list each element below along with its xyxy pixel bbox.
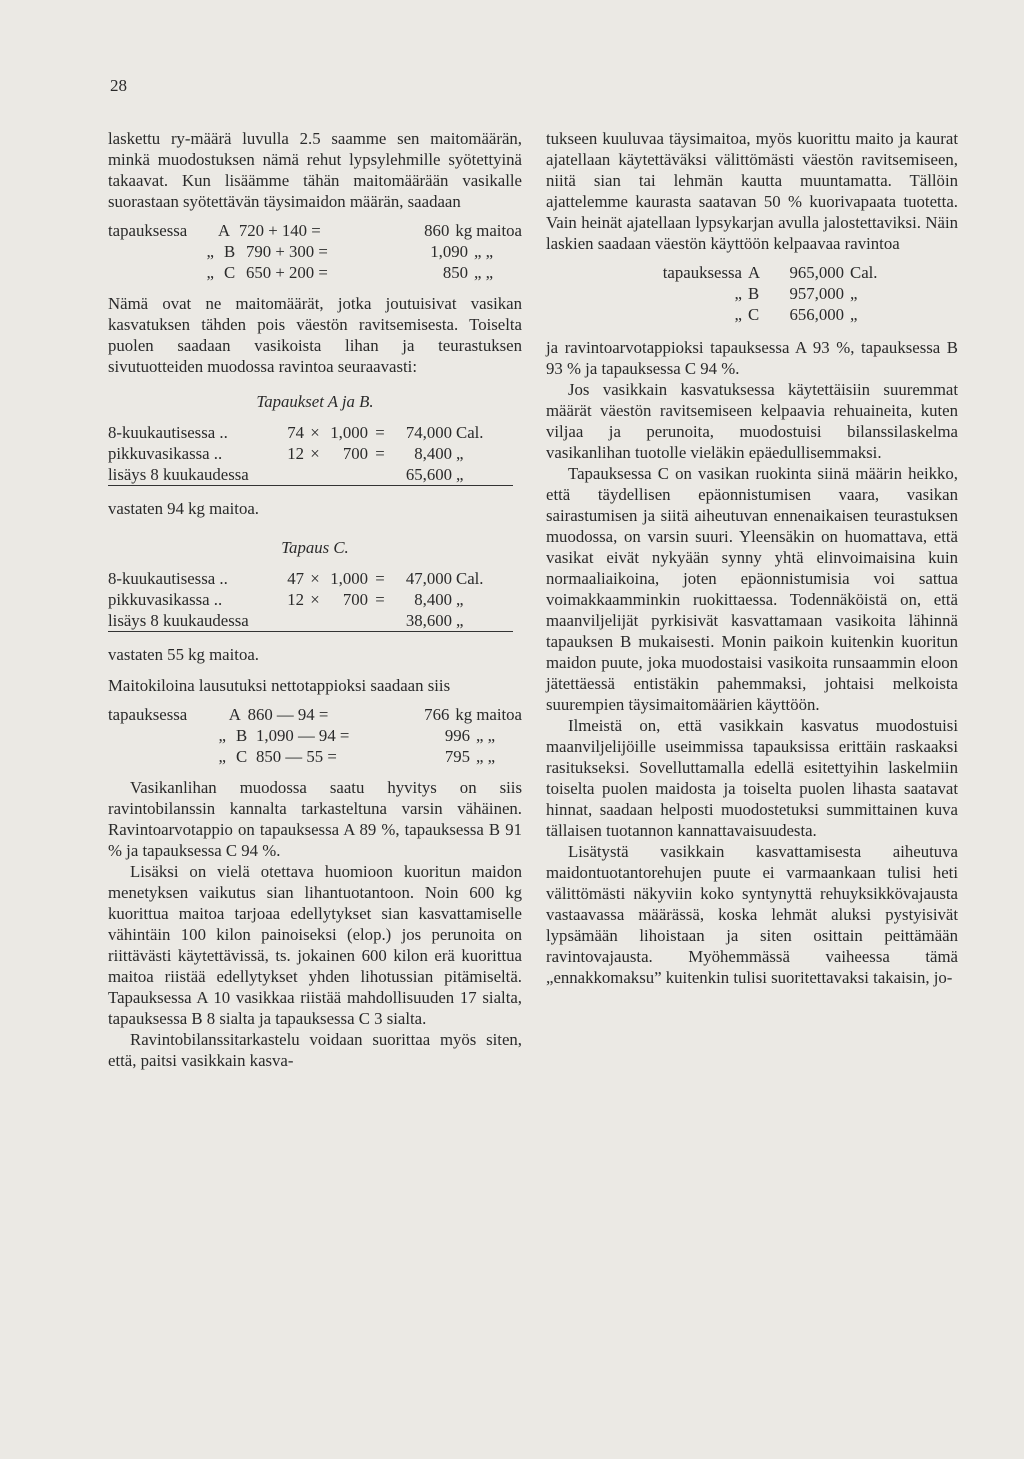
- table-cell: 8-kuukautisessa ..: [108, 423, 228, 442]
- table-cell: [304, 610, 326, 632]
- milk-calculation: [108, 220, 522, 283]
- calc-lead: „: [206, 263, 214, 282]
- paragraph: Vasikanlihan muodossa saatu hyvitys on siis ravintobilanssin kannalta tarkasteltuna varsin vähäinen. Ravintoarvotappio on tapauksessa A 89 %, tapauksessa B 91 % ja tapauksessa C 94 %.: [108, 778, 522, 860]
- table-cell: [368, 464, 392, 486]
- table-cell: 8,400: [414, 590, 452, 609]
- left-column: [108, 128, 522, 1071]
- table-cell: „: [456, 590, 464, 609]
- table-result: vastaten 94 kg maitoa.: [108, 499, 259, 518]
- table-result: vastaten 55 kg maitoa.: [108, 645, 259, 664]
- table-cell: ×: [310, 423, 320, 442]
- table-cell: [278, 464, 304, 486]
- calc-row: [108, 220, 522, 241]
- calc-unit: Cal.: [850, 263, 878, 282]
- calc-label: C: [236, 747, 248, 766]
- table-cell: ×: [310, 569, 320, 588]
- table-cell: „: [452, 610, 513, 632]
- calc-row: [108, 704, 522, 725]
- paragraph: Ravintobilanssitarkastelu voidaan suorittaa myös siten, että, paitsi vasikkain kasva-: [108, 1030, 522, 1070]
- calc-label: C: [748, 305, 760, 324]
- calc-unit: „ „: [474, 242, 494, 261]
- calc-label: B: [224, 242, 236, 261]
- table-cell: „: [452, 464, 513, 486]
- table-row: [108, 632, 513, 666]
- table-row: [108, 422, 513, 443]
- page-number: 28: [110, 76, 127, 95]
- table-cell: 1,000: [330, 423, 368, 442]
- calc-row: [108, 746, 522, 767]
- calorie-table-c: [108, 568, 513, 665]
- calc-row: [546, 283, 958, 304]
- calc-result: 656,000: [789, 305, 844, 324]
- table-row: [108, 443, 513, 464]
- calc-unit: „: [850, 284, 858, 303]
- calc-unit: „ „: [476, 747, 496, 766]
- calc-label: A: [748, 263, 761, 282]
- paragraph: laskettu ry-määrä luvulla 2.5 saamme sen maitomäärän, minkä muodostuksen nämä rehut lypsylehmille syötettyinä takaavat. Kun lisäämme tähän maitomäärään vasikalle suorastaan syötettävän täysimaidon määrän, saadaan: [108, 129, 522, 211]
- table-cell: ×: [310, 590, 320, 609]
- table-cell: 1,000: [330, 569, 368, 588]
- paragraph: Tapauksessa C on vasikan ruokinta siinä määrin heikko, että täydellisen epäonnistumisen vaara, vasikan sairastumisen ja siitä aiheutuvan ennenaikaisen teurastuksen muodossa, on varsin suuri. Yleensäkin on huomattava, että vasikat eivät nykyään synny yhtä elinvoimaisina kuin normaaliaikoina, joten epäonnistumisia voi sattua voimakkaamminkin ruokittaessa. Todennäköistä on, että maanviljelijät pyrkisivät kasvattamaan vasikoita lähinnä tapauksen B mukaisesti. Monin paikoin kuitenkin kuoritun maidon puute, joka muodostaisi vasikoita runsaammin eloon jätettäessä entistäkin pahemmaksi, johtaisi melkoista suurempien täysimaitomäärien käyttöön.: [546, 464, 958, 714]
- calc-lead: „: [206, 242, 214, 261]
- calc-expr: 650 + 200 =: [246, 263, 328, 282]
- table-cell: 38,600: [392, 610, 452, 632]
- calc-row: [108, 725, 522, 746]
- calc-expr: 850 — 55 =: [256, 747, 337, 766]
- calc-unit: „: [850, 305, 858, 324]
- table-cell: [304, 464, 326, 486]
- paragraph: Jos vasikkain kasvatuksessa käytettäisiin suuremmat määrät väestön ravitsemiseen kelpaavia rehuaineita, kuten viljaa ja perunoita, muodostuisi bilanssilaskelma vasikanlihan tuotolle vieläkin epäedullisemmaksi.: [546, 380, 958, 462]
- calc-unit: „ „: [476, 726, 496, 745]
- calc-label: A: [217, 221, 231, 240]
- table-cell: Cal.: [456, 569, 484, 588]
- calc-result: 965,000: [789, 263, 844, 282]
- calc-result: 996: [444, 726, 470, 745]
- calc-unit: kg maitoa: [455, 705, 522, 724]
- table-cell: 47,000: [405, 569, 452, 588]
- table-cell: lisäys 8 kuukaudessa: [108, 610, 278, 632]
- calc-label: C: [224, 263, 236, 282]
- calc-result: 1,090: [430, 242, 468, 261]
- calc-lead: tapauksessa: [108, 705, 188, 724]
- table-cell: 12: [287, 444, 304, 463]
- paragraph: ja ravintoarvotappioksi tapauksessa A 93 %, tapauksessa B 93 % ja tapauksessa C 94 %.: [546, 338, 958, 378]
- calc-expr: 720 + 140 =: [238, 221, 321, 240]
- paragraph: Lisätystä vasikkain kasvattamisesta aiheutuva maidontuotantorehujen puute ei varmaankaan tulisi heti välittömästi näkyviin koko syntynyttä rehuyksikkövajausta vastaavassa määrässä, koska lehmät aluksi pystyisivät lypsämään lihoistaan ja siten osittain peittämään ravintovajausta. Myöhemmässä vaiheessa tämä „ennakkomaksu” kuitenkin tulisi suoritettavaksi takaisin, jo-: [546, 842, 958, 987]
- calorie-table-ab: [108, 422, 513, 519]
- table-cell: =: [375, 569, 385, 588]
- table-cell: lisäys 8 kuukaudessa: [108, 464, 278, 486]
- calc-label: A: [228, 705, 241, 724]
- table-cell: pikkuvasikassa ..: [108, 444, 223, 463]
- table-cell: [278, 610, 304, 632]
- table-cell: 8-kuukautisessa ..: [108, 569, 228, 588]
- table-row: [108, 610, 513, 632]
- table-row: [108, 486, 513, 520]
- right-column: [546, 128, 958, 988]
- calc-result: 860: [424, 221, 450, 240]
- table-cell: pikkuvasikassa ..: [108, 590, 223, 609]
- table-cell: [326, 464, 368, 486]
- calc-row: [108, 262, 522, 283]
- calc-lead: tapauksessa: [108, 221, 188, 240]
- section-heading: Tapaukset A ja B.: [256, 392, 374, 411]
- calc-result: 850: [442, 263, 468, 282]
- table-cell: 47: [287, 569, 304, 588]
- calc-expr: 1,090 — 94 =: [256, 726, 350, 745]
- paragraph: Lisäksi on vielä otettava huomioon kuoritun maidon menetyksen vaikutus sian lihantuotantoon. Noin 600 kg kuorittua maitoa tarjoaa edellytykset sian kasvattamiselle vähintäin 100 kilon painoiseksi (elop.) jos perunoita on riittävästi käytettävissä, ts. jokainen 600 kilon erä kuorittua maitoa riistää edellytykset yhden lihotussian pitämiseltä. Tapauksessa A 10 vasikkaa riistää mahdollisuuden 17 sialta, tapauksessa B 8 sialta ja tapauksessa C 3 sialta.: [108, 862, 522, 1028]
- table-cell: 700: [342, 444, 368, 463]
- calc-lead: „: [218, 747, 226, 766]
- calc-row: [546, 304, 958, 325]
- table-cell: 8,400: [414, 444, 452, 463]
- table-cell: 700: [342, 590, 368, 609]
- paragraph: Ilmeistä on, että vasikkain kasvatus muodostuisi maanviljelijöille useimmissa tapauksissa erittäin raskaaksi rasitukseksi. Sovelluttamalla edellä esitettyihin laskelmiin toiselta puolen maidosta ja toiselta puolen lihasta saatavat hinnat, saadaan helposti muodostetuksi summittainen kuva tällaisen tuotannon kannattavaisuudesta.: [546, 716, 958, 840]
- calc-lead: „: [218, 726, 226, 745]
- table-cell: Cal.: [456, 423, 484, 442]
- table-cell: =: [375, 590, 385, 609]
- calc-result: 766: [424, 705, 450, 724]
- calc-row: [108, 241, 522, 262]
- table-cell: ×: [310, 444, 320, 463]
- table-cell: =: [375, 444, 385, 463]
- table-row: [108, 568, 513, 589]
- calc-result: 957,000: [789, 284, 844, 303]
- table-cell: =: [375, 423, 385, 442]
- calc-unit: „ „: [474, 263, 494, 282]
- table-cell: 74,000: [405, 423, 452, 442]
- paragraph: Nämä ovat ne maitomäärät, jotka joutuisivat vasikan kasvatuksen tähden pois väestön ravitsemisesta. Toiselta puolen saadaan vasikoista lihan ja teurastuksen sivutuotteiden muodossa ravintoa seuraavasti:: [108, 294, 522, 376]
- calc-result: 795: [444, 747, 470, 766]
- calc-lead: tapauksessa: [662, 263, 742, 282]
- paragraph: tukseen kuuluvaa täysimaitoa, myös kuorittu maito ja kaurat ajatellaan käytettäväksi välittömästi väestön ravitsemiseen, niitä sian tai lehmän kautta muuntamatta. Tällöin ajattelemme kaurasta saatavan 50 % kuorivapaata tuotetta. Vain heinät ajatellaan lypsykarjan avulla jalostettaviksi. Näin laskien saadaan väestön käyttöön kelpaavaa ravintoa: [546, 129, 958, 253]
- table-cell: [326, 610, 368, 632]
- table-cell: „: [456, 444, 464, 463]
- calc-label: B: [236, 726, 248, 745]
- table-row: [108, 464, 513, 486]
- calc-unit: kg maitoa: [455, 221, 522, 240]
- table-cell: [368, 610, 392, 632]
- table-cell: 65,600: [392, 464, 452, 486]
- calc-label: B: [748, 284, 760, 303]
- calc-lead: „: [734, 305, 742, 324]
- section-heading: Tapaus C.: [281, 538, 349, 557]
- table-row: [108, 589, 513, 610]
- calc-expr: 860 — 94 =: [247, 705, 329, 724]
- calc-expr: 790 + 300 =: [246, 242, 328, 261]
- paragraph: Maitokiloina lausutuksi nettotappioksi saadaan siis: [108, 676, 451, 695]
- calc-lead: „: [734, 284, 742, 303]
- table-cell: 12: [287, 590, 304, 609]
- calc-row: [546, 262, 958, 283]
- nutrition-calculation: [546, 262, 958, 325]
- net-loss-calculation: [108, 704, 522, 767]
- table-cell: 74: [287, 423, 304, 442]
